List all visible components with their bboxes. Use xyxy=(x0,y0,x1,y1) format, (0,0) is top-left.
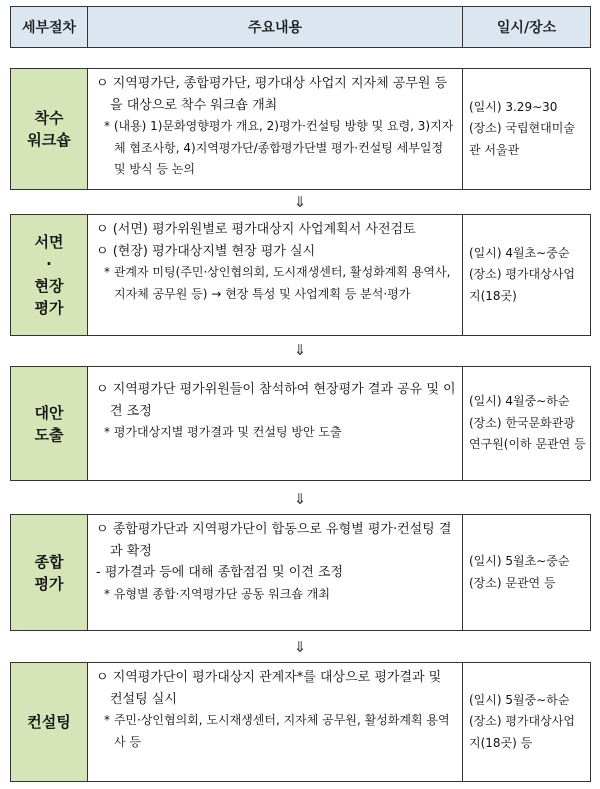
schedule-place: (장소) 평가대상사업지(18곳) 등 xyxy=(469,714,575,750)
step-name: 컨설팅 xyxy=(11,663,88,781)
step-content xyxy=(88,367,463,480)
schedule-place: (장소) 한국문화관광연구원(이하 문관연 등 xyxy=(469,415,586,452)
step-schedule xyxy=(463,515,590,630)
step-document-field-evaluation xyxy=(10,214,591,336)
step-name: 종합 평가 xyxy=(11,515,88,630)
schedule-place: (장소) 문관연 등 xyxy=(469,575,556,590)
content-item: ㅇ 지역평가단, 종합평가단, 평가대상 사업지 지자체 공무원 등을 대상으로 착수 워크숍 개최 xyxy=(96,76,448,113)
schedule-place: (장소) 평가대상사업지(18곳) xyxy=(469,267,575,303)
step-schedule xyxy=(463,69,590,189)
content-item: ㅇ (서면) 평가위원별로 평가대상지 사업계획서 사전검토 xyxy=(96,222,416,237)
content-note: * 유형별 종합·지역평가단 공동 워크숍 개최 xyxy=(104,586,330,601)
content-note: * 주민·상인협의회, 도시재생센터, 지자체 공무원, 활성화계획 용역사 등 xyxy=(104,713,450,749)
flow-arrow: ⇓ xyxy=(293,638,307,656)
schedule-date: (일시) 5월중∼하순 xyxy=(469,692,570,707)
step-content xyxy=(88,69,463,189)
step-schedule xyxy=(463,367,590,480)
flow-arrow: ⇓ xyxy=(293,341,307,359)
step-name: 대안 도출 xyxy=(11,367,88,480)
step-comprehensive-evaluation xyxy=(10,514,591,631)
flow-arrow: ⇓ xyxy=(293,490,307,508)
content-item: ㅇ 지역평가단 평가위원들이 참석하여 현장평가 결과 공유 및 이견 조정 xyxy=(96,382,456,419)
step-content xyxy=(88,215,463,335)
header-content: 주요내용 xyxy=(88,7,463,47)
content-note: * (내용) 1)문화영향평가 개요, 2)평가·컨설팅 방향 및 요령, 3)지자체 협조사항, 4)지역평가단/종합평가단별 평가·컨설팅 세부일정 및 방식 등 논의 xyxy=(104,119,454,176)
step-name: 서면 · 현장 평가 xyxy=(11,215,88,335)
schedule-date: (일시) 3.29∼30 xyxy=(469,99,558,114)
header-schedule: 일시/장소 xyxy=(496,20,557,36)
content-item: ㅇ (현장) 평가대상지별 현장 평가 실시 xyxy=(96,243,316,259)
header-step: 세부절차 xyxy=(11,7,88,47)
table-header xyxy=(10,6,591,48)
schedule-date: (일시) 5월초∼중순 xyxy=(469,554,570,568)
step-kickoff-workshop xyxy=(10,68,591,190)
content-note: * 관계자 미팅(주민·상인협의회, 도시재생센터, 활성화계획 용역사, 지자체 공무원 등) → 현장 특성 및 사업계획 등 분석·평가 xyxy=(104,265,451,301)
step-content xyxy=(88,663,463,781)
step-alternative-derivation xyxy=(10,366,591,481)
step-content xyxy=(88,515,463,630)
step-name: 착수 워크숍 xyxy=(11,69,88,189)
schedule-date: (일시) 4월초∼중순 xyxy=(469,245,570,260)
content-item: ㅇ 지역평가단이 평가대상지 관계자*를 대상으로 평가결과 및 컨설팅 실시 xyxy=(96,670,442,707)
step-schedule xyxy=(463,663,590,781)
flow-arrow: ⇓ xyxy=(293,193,307,211)
content-subitem: - 평가결과 등에 대해 종합점검 및 이견 조정 xyxy=(96,565,344,580)
content-note: * 평가대상지별 평가결과 및 컨설팅 방안 도출 xyxy=(104,425,342,439)
step-consulting xyxy=(10,662,591,782)
content-item: ㅇ 종합평가단과 지역평가단이 합동으로 유형별 평가·컨설팅 결과 확정 xyxy=(96,522,452,559)
step-schedule xyxy=(463,215,590,335)
schedule-date: (일시) 4월중∼하순 xyxy=(469,394,570,409)
schedule-place: (장소) 국립현대미술관 서울관 xyxy=(469,121,575,157)
